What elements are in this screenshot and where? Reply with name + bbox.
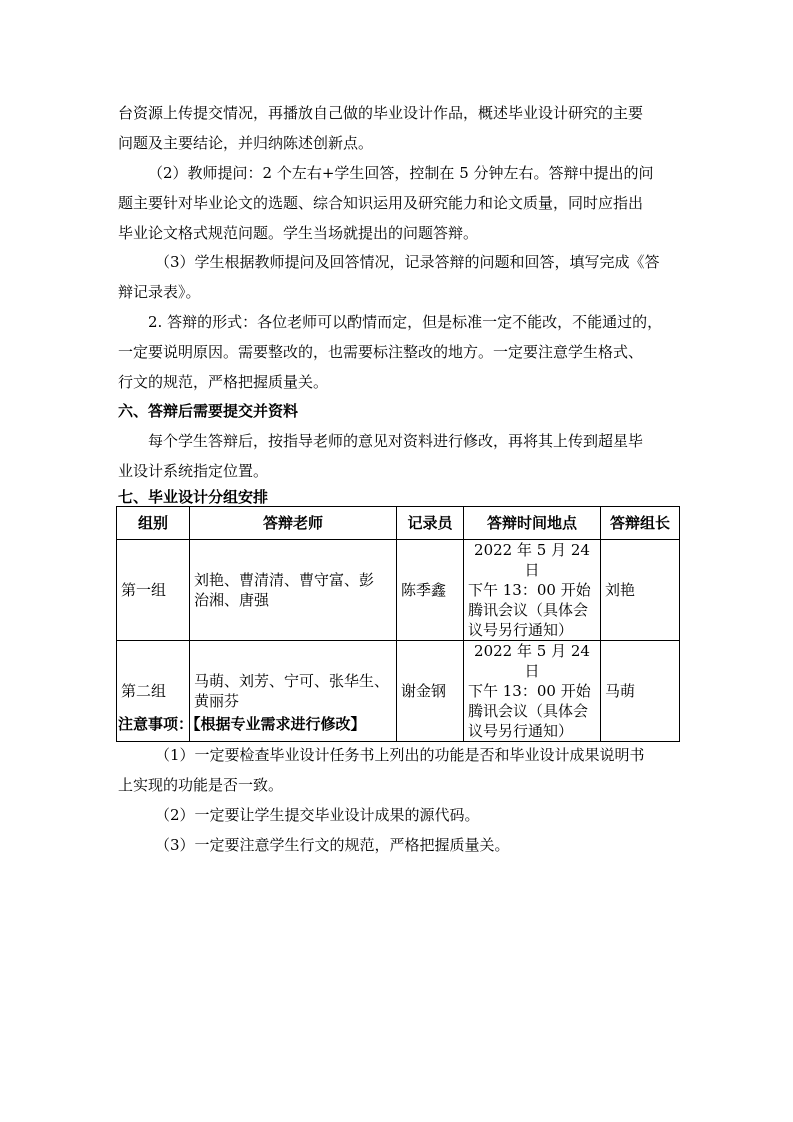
paragraph-line: （2）教师提问：2 个左右+学生回答，控制在 5 分钟左右。答辩中提出的问 [148, 164, 654, 182]
header-teachers: 答辩老师 [190, 507, 397, 540]
paragraph-line: 毕业论文格式规范问题。学生当场就提出的问题答辩。 [118, 224, 479, 242]
time-line: 2022 年 5 月 24 日 [474, 642, 590, 680]
paragraph-line: 问题及主要结论，并归纳陈述创新点。 [118, 134, 374, 152]
teachers-line: 黄丽芬 [194, 692, 240, 710]
paragraph-line: 题主要针对毕业论文的选题、综合知识运用及研究能力和论文质量，同时应指出 [118, 194, 644, 212]
header-leader: 答辩组长 [601, 507, 680, 540]
cell-group: 第一组 [117, 540, 190, 641]
paragraph-line: 每个学生答辩后，按指导老师的意见对资料进行修改，再将其上传到超星毕 [148, 432, 644, 450]
header-group: 组别 [117, 507, 190, 540]
paragraph-line: 2. 答辩的形式：各位老师可以酌情而定，但是标准一定不能改，不能通过的， [148, 313, 663, 331]
time-line: 下午 13：00 开始 [468, 682, 591, 700]
cell-leader: 马萌 [601, 641, 680, 742]
time-line: 议号另行通知） [468, 722, 574, 740]
note-line: 上实现的功能是否一致。 [118, 776, 284, 794]
time-line: 议号另行通知） [468, 621, 574, 639]
paragraph-line: 辩记录表》。 [118, 283, 201, 301]
time-line: 2022 年 5 月 24 日 [474, 541, 590, 579]
paragraph-line: 行文的规范，严格把握质量关。 [118, 373, 329, 391]
cell-group: 第二组 [117, 641, 190, 742]
section-heading-6: 六、答辩后需要提交并资料 [118, 402, 299, 420]
section-heading-7: 七、毕业设计分组安排 [118, 488, 269, 506]
teachers-line: 刘艳、曹清清、曹守富、彭 [194, 571, 375, 589]
notes-title: 注意事项：【根据专业需求进行修改】 [118, 715, 366, 733]
table-row [117, 540, 680, 641]
note-line: （1）一定要检查毕业设计任务书上列出的功能是否和毕业设计成果说明书 [155, 746, 645, 764]
cell-teachers [190, 540, 397, 641]
table-header-row [117, 507, 680, 540]
note-line: （2）一定要让学生提交毕业设计成果的源代码。 [155, 806, 480, 824]
cell-recorder: 陈季鑫 [397, 540, 464, 641]
header-time-place: 答辩时间地点 [464, 507, 601, 540]
paragraph-line: （3）学生根据教师提问及回答情况，记录答辩的问题和回答，填写完成《答 [155, 253, 660, 271]
time-line: 下午 13：00 开始 [468, 581, 591, 599]
paragraph-line: 一定要说明原因。需要整改的，也需要标注整改的地方。一定要注意学生格式、 [118, 343, 644, 361]
header-recorder: 记录员 [397, 507, 464, 540]
teachers-line: 马萌、刘芳、宁可、张华生、 [194, 672, 390, 690]
cell-recorder: 谢金钢 [397, 641, 464, 742]
time-line: 腾讯会议（具体会 [468, 601, 589, 619]
teachers-line: 治湘、唐强 [194, 591, 270, 609]
cell-leader: 刘艳 [601, 540, 680, 641]
paragraph-line: 台资源上传提交情况，再播放自己做的毕业设计作品，概述毕业设计研究的主要 [118, 104, 644, 122]
time-line: 腾讯会议（具体会 [468, 702, 589, 720]
paragraph-line: 业设计系统指定位置。 [118, 462, 269, 480]
note-line: （3）一定要注意学生行文的规范，严格把握质量关。 [155, 836, 510, 854]
group-schedule-table [116, 506, 680, 742]
cell-time-place [464, 540, 601, 641]
